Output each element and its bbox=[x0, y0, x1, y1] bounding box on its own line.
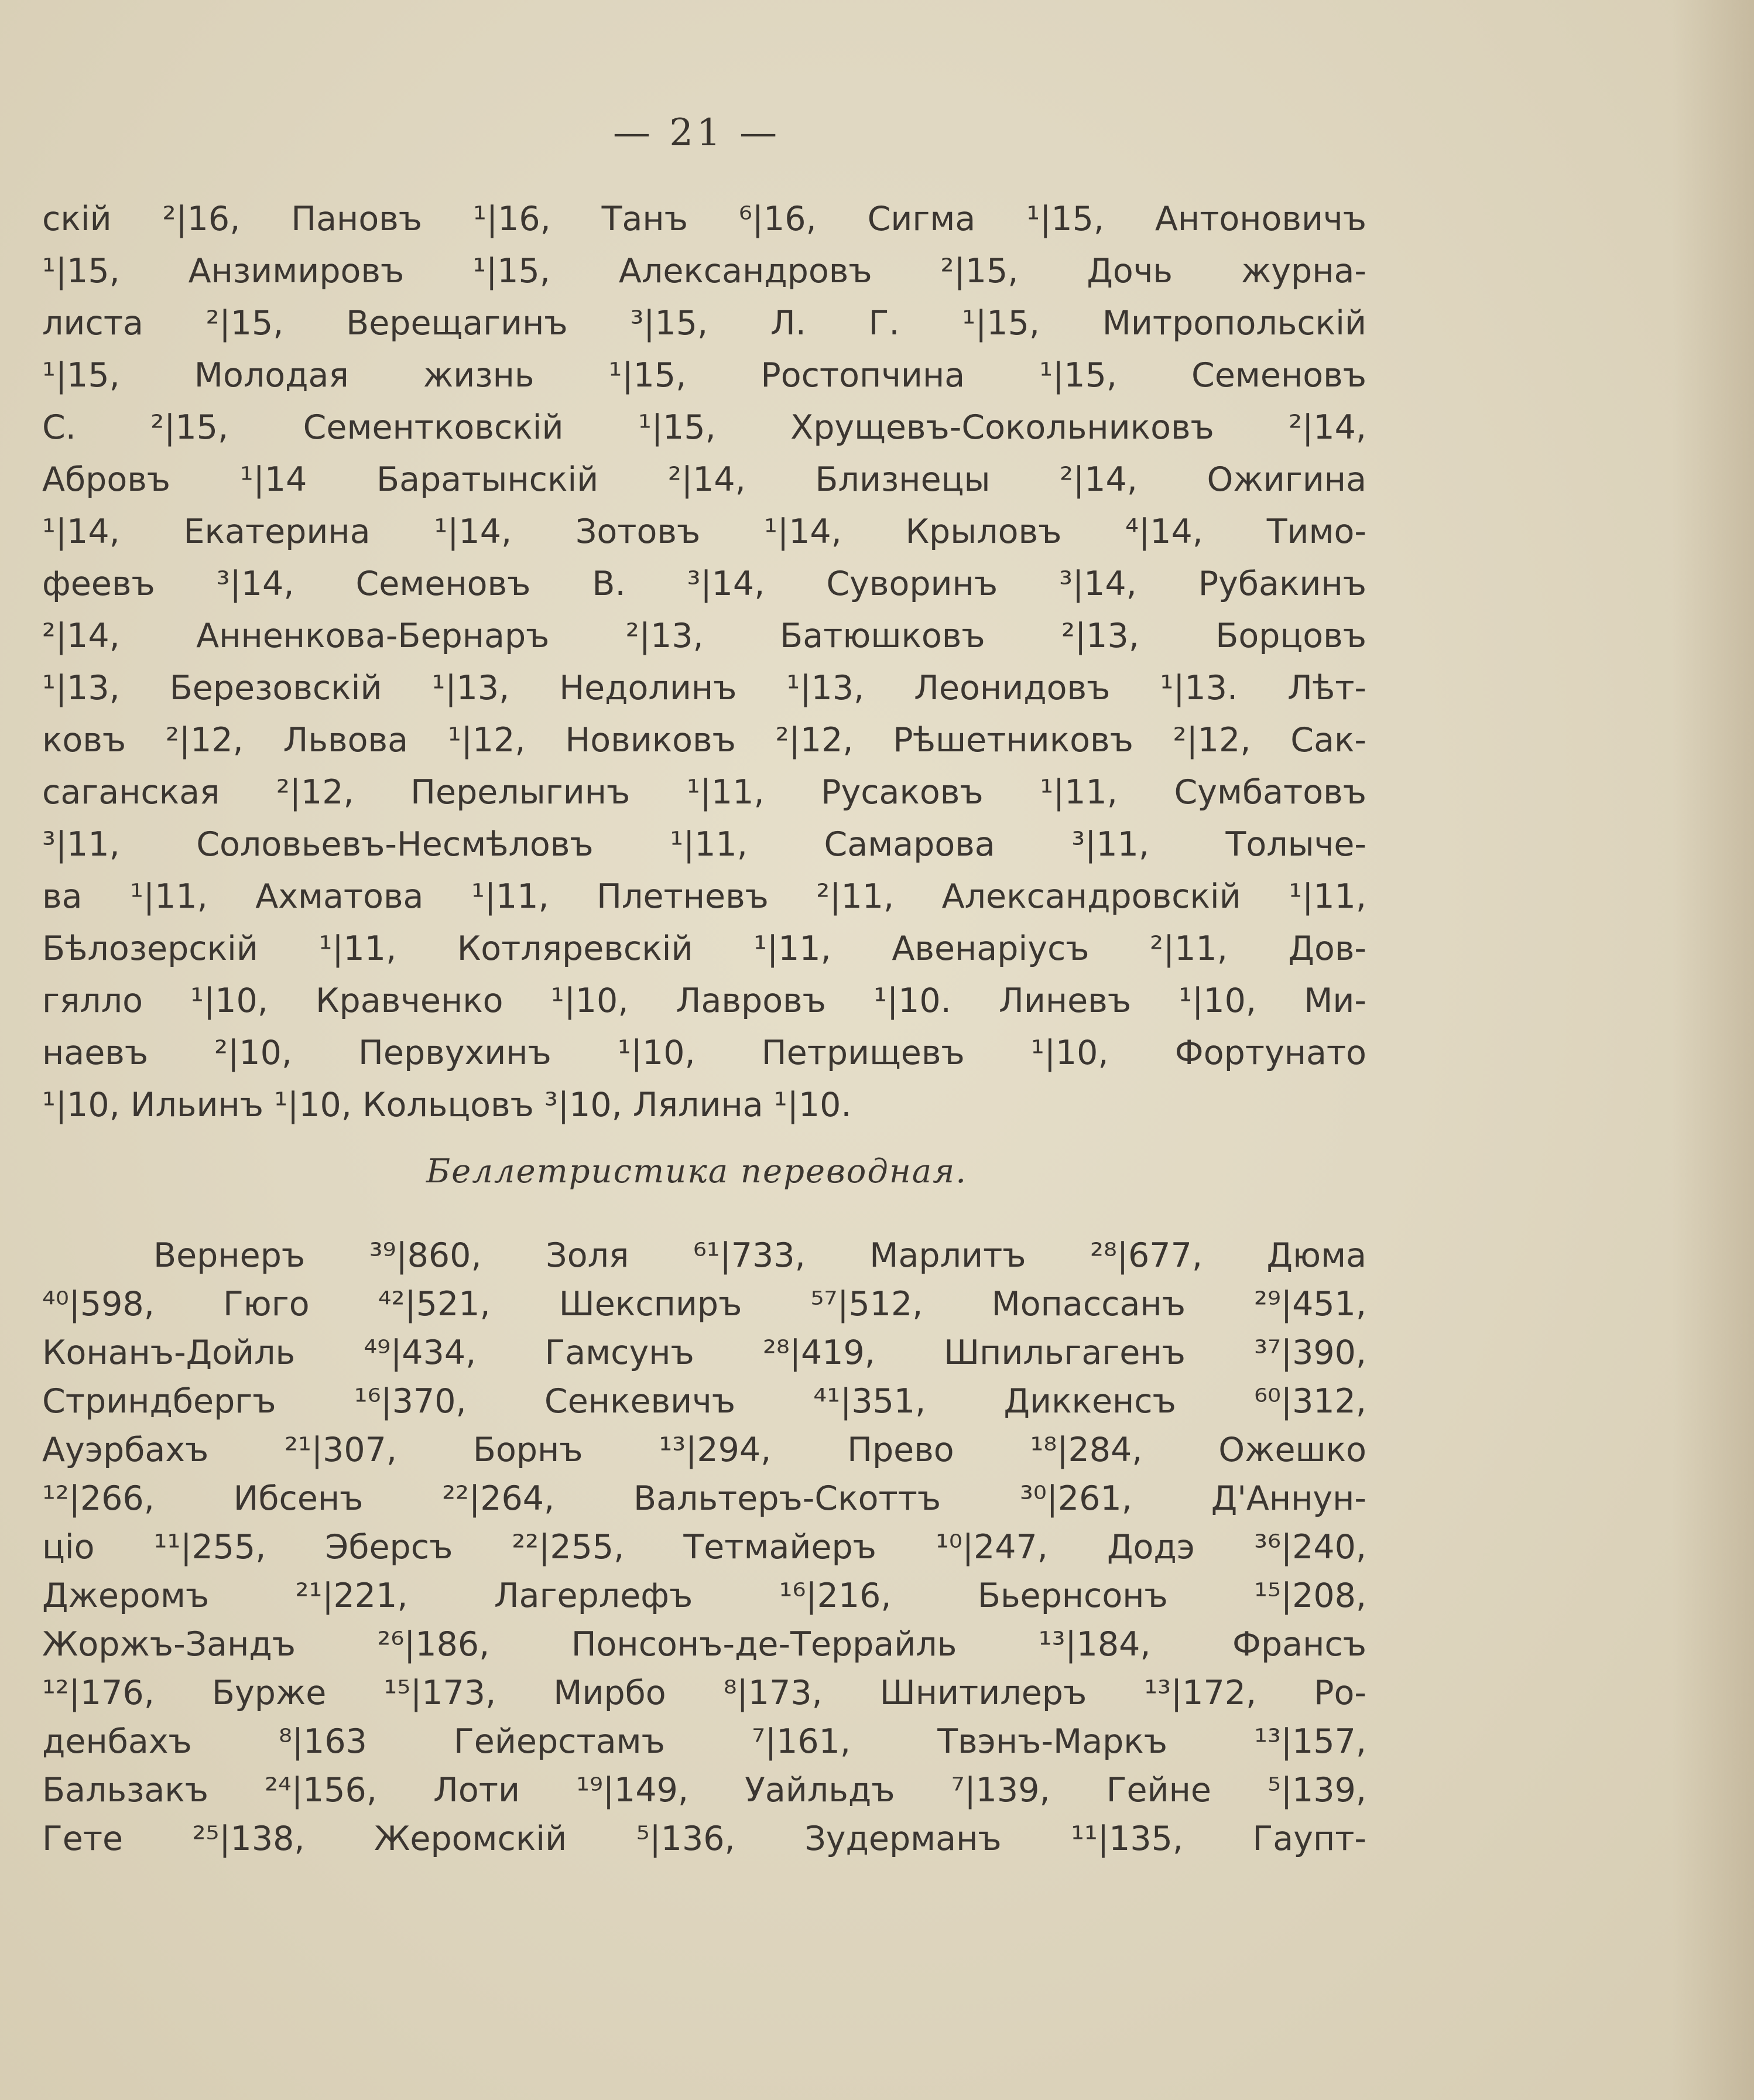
text-line: ¹|14, Екатерина ¹|14, Зотовъ ¹|14, Крыловъ ⁴|14, Тимо- bbox=[42, 512, 1366, 551]
text-line: Абровъ ¹|14 Баратынскій ²|14, Близнецы ²|14, Ожигина bbox=[42, 460, 1366, 499]
text-line: Стриндбергъ ¹⁶|370, Сенкевичъ ⁴¹|351, Диккенсъ ⁶⁰|312, bbox=[42, 1382, 1366, 1421]
original-authors-paragraph bbox=[42, 193, 1366, 1131]
translated-authors-paragraph bbox=[42, 1232, 1366, 1863]
text-line: ¹|15, Анзимировъ ¹|15, Александровъ ²|15, Дочь журна- bbox=[42, 252, 1366, 290]
text-line: денбахъ ⁸|163 Гейерстамъ ⁷|161, Твэнъ-Маркъ ¹³|157, bbox=[42, 1722, 1366, 1761]
text-line: ¹|10, Ильинъ ¹|10, Кольцовъ ³|10, Лялина ¹|10. bbox=[42, 1086, 852, 1124]
text-line: наевъ ²|10, Первухинъ ¹|10, Петрищевъ ¹|10, Фортунато bbox=[42, 1034, 1366, 1072]
text-line: ва ¹|11, Ахматова ¹|11, Плетневъ ²|11, Александровскій ¹|11, bbox=[42, 877, 1366, 916]
text-line: Бальзакъ ²⁴|156, Лоти ¹⁹|149, Уайльдъ ⁷|139, Гейне ⁵|139, bbox=[42, 1771, 1366, 1810]
text-line: ¹²|266, Ибсенъ ²²|264, Вальтеръ-Скоттъ ³⁰|261, Д'Аннун- bbox=[42, 1479, 1366, 1518]
text-line: Конанъ-Дойль ⁴⁹|434, Гамсунъ ²⁸|419, Шпильгагенъ ³⁷|390, bbox=[42, 1333, 1366, 1372]
text-line: гялло ¹|10, Кравченко ¹|10, Лавровъ ¹|10. Линевъ ¹|10, Ми- bbox=[42, 981, 1366, 1020]
text-line: феевъ ³|14, Семеновъ В. ³|14, Суворинъ ³|14, Рубакинъ bbox=[42, 565, 1366, 603]
text-line: саганская ²|12, Перелыгинъ ¹|11, Русаковъ ¹|11, Сумбатовъ bbox=[42, 773, 1366, 812]
text-line: Гете ²⁵|138, Жеромскій ⁵|136, Зудерманъ ¹¹|135, Гаупт- bbox=[42, 1819, 1366, 1858]
text-line: ²|14, Анненкова-Бернаръ ²|13, Батюшковъ ²|13, Борцовъ bbox=[42, 617, 1366, 655]
page-edge-shadow bbox=[1672, 0, 1754, 2100]
text-line: ³|11, Соловьевъ-Несмѣловъ ¹|11, Самарова ³|11, Толыче- bbox=[42, 825, 1366, 864]
text-line: скій ²|16, Пановъ ¹|16, Танъ ⁶|16, Сигма ¹|15, Антоновичъ bbox=[42, 200, 1366, 238]
text-line: ¹²|176, Бурже ¹⁵|173, Мирбо ⁸|173, Шнитилеръ ¹³|172, Ро- bbox=[42, 1674, 1366, 1712]
text-line: С. ²|15, Сементковскій ¹|15, Хрущевъ-Сокольниковъ ²|14, bbox=[42, 408, 1366, 447]
text-line: ¹|15, Молодая жизнь ¹|15, Ростопчина ¹|15, Семеновъ bbox=[42, 356, 1366, 395]
page-number: — 21 — bbox=[612, 111, 781, 155]
section-heading: Беллетристика переводная. bbox=[426, 1152, 968, 1191]
text-line: Вернеръ ³⁹|860, Золя ⁶¹|733, Марлитъ ²⁸|677, Дюма bbox=[153, 1236, 1366, 1275]
text-line: ⁴⁰|598, Гюго ⁴²|521, Шекспиръ ⁵⁷|512, Мопассанъ ²⁹|451, bbox=[42, 1285, 1366, 1323]
text-line: Ауэрбахъ ²¹|307, Борнъ ¹³|294, Прево ¹⁸|284, Ожешко bbox=[42, 1431, 1366, 1469]
text-line: ковъ ²|12, Львова ¹|12, Новиковъ ²|12, Рѣшетниковъ ²|12, Сак- bbox=[42, 721, 1366, 760]
text-line: ¹|13, Березовскій ¹|13, Недолинъ ¹|13, Леонидовъ ¹|13. Лѣт- bbox=[42, 669, 1366, 707]
text-line: Джеромъ ²¹|221, Лагерлефъ ¹⁶|216, Бьернсонъ ¹⁵|208, bbox=[42, 1576, 1366, 1615]
text-line: Жоржъ-Зандъ ²⁶|186, Понсонъ-де-Террайль ¹³|184, Франсъ bbox=[42, 1625, 1366, 1664]
text-line: листа ²|15, Верещагинъ ³|15, Л. Г. ¹|15, Митропольскій bbox=[42, 304, 1366, 343]
text-line: ціо ¹¹|255, Эберсъ ²²|255, Тетмайеръ ¹⁰|247, Додэ ³⁶|240, bbox=[42, 1528, 1366, 1567]
text-line: Бѣлозерскій ¹|11, Котляревскій ¹|11, Авенаріусъ ²|11, Дов- bbox=[42, 929, 1366, 968]
